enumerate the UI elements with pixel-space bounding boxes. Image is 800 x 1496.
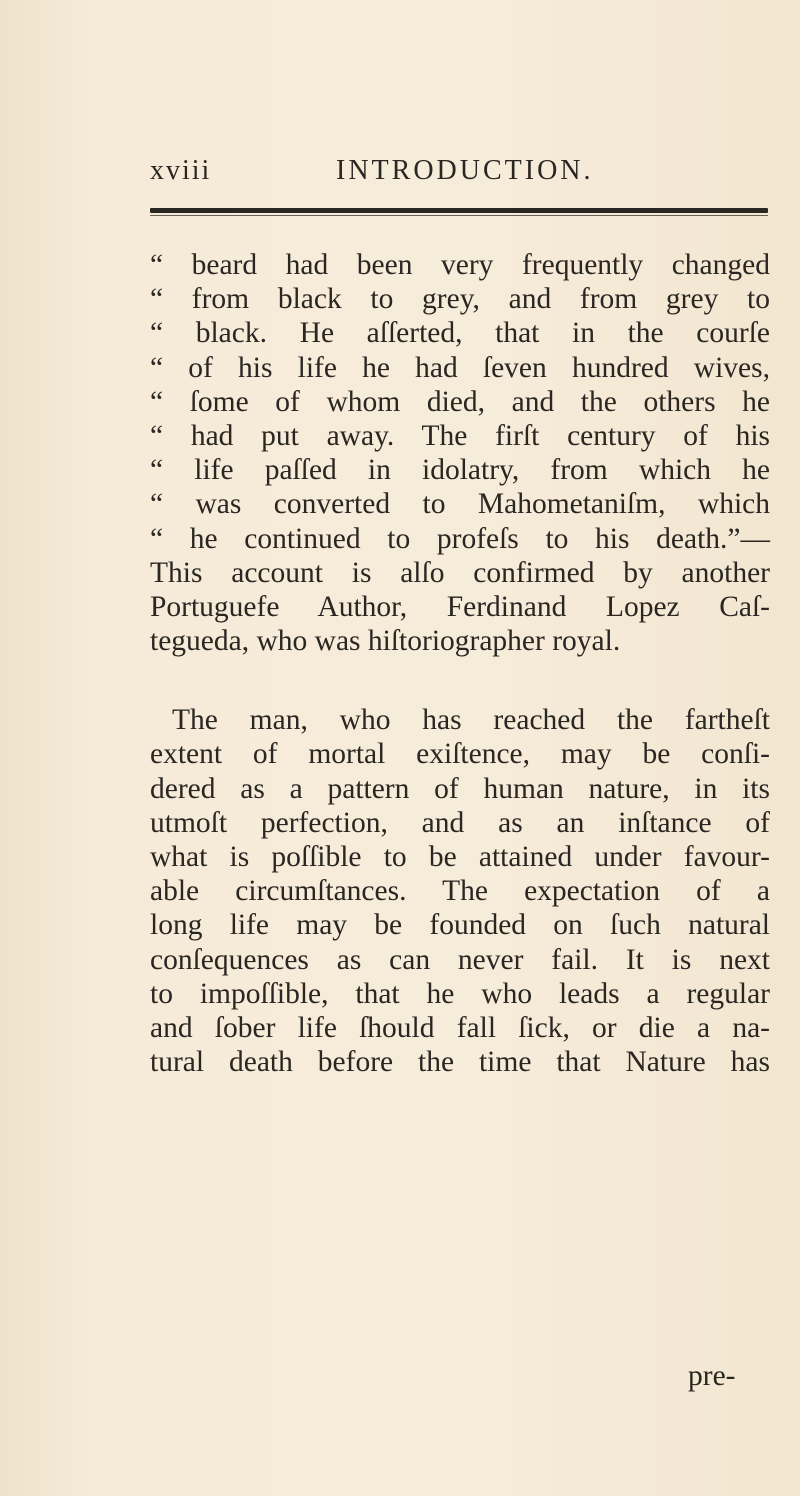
text-line: “ black. He aſſerted, that in the courſe <box>150 317 770 350</box>
text-line: “ from black to grey, and from grey to <box>150 283 770 316</box>
text-line: “ he continued to profeſs to his death.”— <box>150 522 770 555</box>
paragraph-longevity <box>150 703 770 1079</box>
text-line: tural death before the time that Nature has <box>150 1046 770 1079</box>
text-line: “ was converted to Mahometaniſm, which <box>150 488 770 521</box>
text-line: able circumſtances. The expectation of a <box>150 875 770 908</box>
text-line: “ beard had been very frequently changed <box>150 249 770 281</box>
text-line: “ of his life he had ſeven hundred wives, <box>150 351 770 384</box>
text-line: dered as a pattern of human nature, in its <box>150 772 770 805</box>
header-rule-thin <box>150 215 768 216</box>
running-title: INTRODUCTION. <box>336 155 594 186</box>
text-line: “ life paſſed in idolatry, from which he <box>150 454 770 487</box>
text-line: and ſober life ſhould fall ſick, or die a na- <box>150 1011 770 1044</box>
header-rule <box>150 208 768 213</box>
text-line: “ had put away. The firſt century of his <box>150 419 770 452</box>
paragraph-quotation <box>150 248 770 658</box>
text-line: This account is alſo confirmed by another <box>150 556 770 589</box>
body-text <box>150 248 770 1079</box>
text-line: extent of mortal exiſtence, may be conſi- <box>150 738 770 771</box>
running-head <box>150 155 594 191</box>
paragraph-gap <box>150 658 770 703</box>
page-number: xviii <box>150 155 212 186</box>
text-line: what is poſſible to be attained under favour- <box>150 841 770 873</box>
text-line: long life may be founded on ſuch natural <box>150 909 770 942</box>
text-line: to impoſſible, that he who leads a regular <box>150 977 770 1010</box>
text-line: The man, who has reached the fartheſt <box>172 704 770 737</box>
text-line: “ ſome of whom died, and the others he <box>150 385 770 418</box>
catchword: pre- <box>688 1360 736 1392</box>
text-line: utmoſt perfection, and as an inſtance of <box>150 806 770 839</box>
text-line: Portuguefe Author, Ferdinand Lopez Caſ- <box>150 590 770 623</box>
text-line: conſequences as can never fail. It is next <box>150 943 770 976</box>
text-line: tegueda, who was hiſtoriographer royal. <box>150 625 621 658</box>
